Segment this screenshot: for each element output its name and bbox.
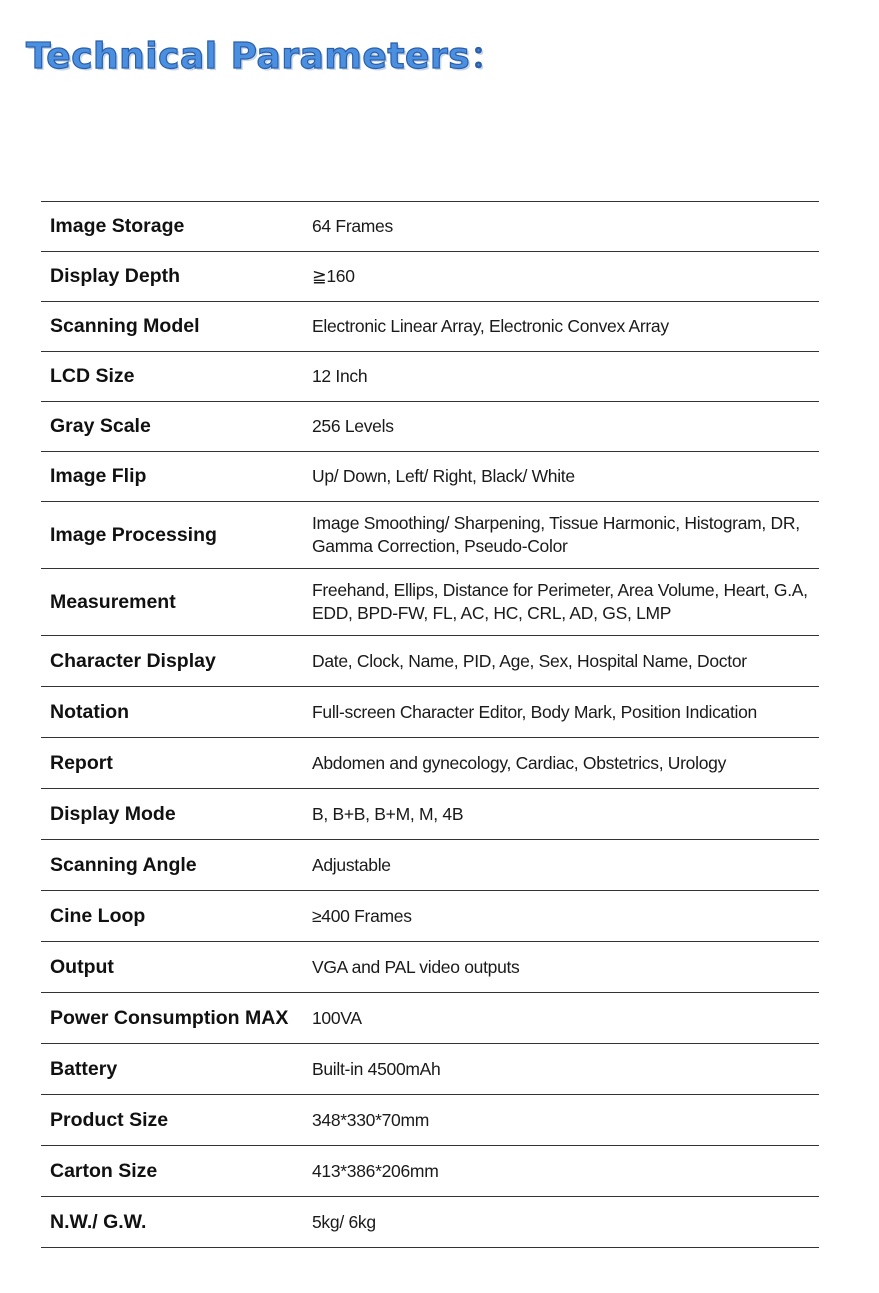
spec-label: Character Display	[41, 636, 312, 687]
spec-value: Image Smoothing/ Sharpening, Tissue Harmonic, Histogram, DR, Gamma Correction, Pseudo-Color	[312, 513, 800, 556]
spec-row-lcd-size	[41, 352, 819, 402]
spec-value: 256 Levels	[312, 416, 394, 436]
spec-row-gray-scale	[41, 402, 819, 452]
spec-value: 100VA	[312, 1007, 362, 1028]
spec-row-output	[41, 942, 819, 993]
spec-row-image-processing	[41, 502, 819, 569]
spec-value: Freehand, Ellips, Distance for Perimeter, Area Volume, Heart, G.A, EDD, BPD-FW, FL, AC, HC, CRL, AD, GS, LMP	[312, 580, 808, 623]
spec-label: Carton Size	[41, 1146, 312, 1197]
spec-row-scanning-angle	[41, 840, 819, 891]
spec-value: 64 Frames	[312, 216, 393, 236]
spec-label: Gray Scale	[41, 402, 312, 452]
spec-label: Measurement	[41, 569, 312, 636]
spec-label: Report	[41, 738, 312, 789]
spec-value: ≧160	[312, 266, 355, 286]
spec-row-notation	[41, 687, 819, 738]
spec-value: Abdomen and gynecology, Cardiac, Obstetrics, Urology	[312, 752, 727, 773]
spec-row-display-mode	[41, 789, 819, 840]
spec-label: Product Size	[41, 1095, 312, 1146]
spec-value: 5kg/ 6kg	[312, 1211, 376, 1232]
spec-label: Image Storage	[41, 202, 312, 252]
spec-table	[41, 201, 819, 1248]
spec-value: Full-screen Character Editor, Body Mark, Position Indication	[312, 701, 757, 722]
spec-row-display-depth	[41, 252, 819, 302]
spec-label: Scanning Angle	[41, 840, 312, 891]
spec-label: Display Mode	[41, 789, 312, 840]
spec-row-image-storage	[41, 202, 819, 252]
spec-label: LCD Size	[41, 352, 312, 402]
spec-row-measurement	[41, 569, 819, 636]
spec-row-cine-loop	[41, 891, 819, 942]
spec-label: Image Processing	[41, 502, 312, 569]
spec-row-character-display	[41, 636, 819, 687]
spec-label: Power Consumption MAX	[41, 993, 312, 1044]
spec-value: Adjustable	[312, 854, 391, 875]
spec-value: B, B+B, B+M, M, 4B	[312, 803, 464, 824]
spec-row-report	[41, 738, 819, 789]
spec-row-weight	[41, 1197, 819, 1248]
spec-value: 12 Inch	[312, 366, 368, 386]
spec-value: 348*330*70mm	[312, 1109, 430, 1130]
spec-label: Display Depth	[41, 252, 312, 302]
page-title: Technical Parameters：	[26, 36, 507, 77]
spec-label: N.W./ G.W.	[41, 1197, 312, 1248]
spec-label: Output	[41, 942, 312, 993]
spec-label: Scanning Model	[41, 302, 312, 352]
spec-value: ≥400 Frames	[312, 905, 412, 926]
spec-row-carton-size	[41, 1146, 819, 1197]
spec-value: Built-in 4500mAh	[312, 1058, 441, 1079]
spec-row-battery	[41, 1044, 819, 1095]
spec-value: VGA and PAL video outputs	[312, 956, 520, 977]
spec-label: Image Flip	[41, 452, 312, 502]
spec-value: 413*386*206mm	[312, 1160, 439, 1181]
spec-row-product-size	[41, 1095, 819, 1146]
spec-row-image-flip	[41, 452, 819, 502]
spec-row-power-consumption	[41, 993, 819, 1044]
spec-value: Up/ Down, Left/ Right, Black/ White	[312, 466, 575, 486]
spec-row-scanning-model	[41, 302, 819, 352]
spec-label: Battery	[41, 1044, 312, 1095]
spec-label: Notation	[41, 687, 312, 738]
spec-value: Date, Clock, Name, PID, Age, Sex, Hospital Name, Doctor	[312, 650, 747, 671]
spec-value: Electronic Linear Array, Electronic Convex Array	[312, 316, 669, 336]
spec-label: Cine Loop	[41, 891, 312, 942]
